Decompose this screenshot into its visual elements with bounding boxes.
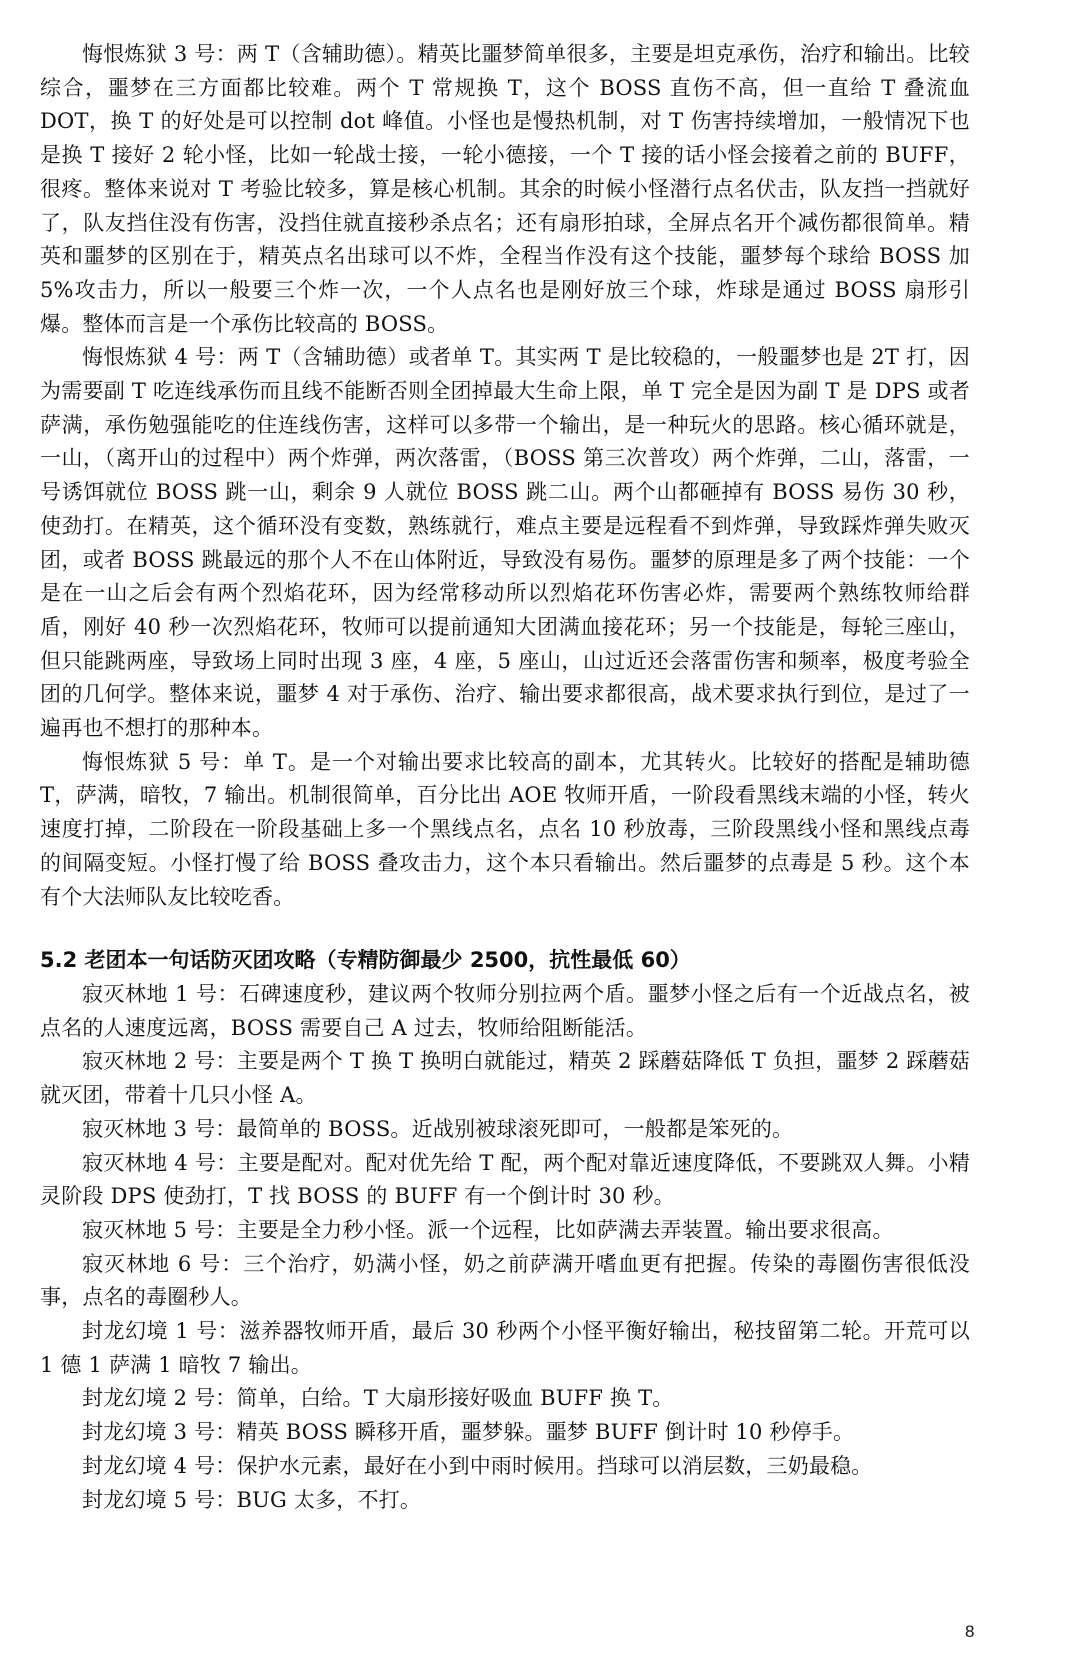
paragraph-purgatory-5: 悔恨炼狱 5 号：单 T。是一个对输出要求比较高的副本，尤其转火。比较好的搭配是辅助德 T，萨满，暗牧，7 输出。机制很简单，百分比出 AOE 牧师开盾，一阶段看黑线末端的小怪，转火速度打掉，二阶段在一阶段基础上多一个黑线点名，点名 10 秒放毒，三阶段黑线小怪和黑线点毒的间隔变短。小怪打慢了给 BOSS 叠攻击力，这个本只看输出。然后噩梦的点毒是 5 秒。这个本有个大法师队友比较吃香。 [40, 749, 970, 909]
paragraph-forest-4: 寂灭林地 4 号：主要是配对。配对优先给 T 配，两个配对靠近速度降低，不要跳双人舞。小精灵阶段 DPS 使劲打，T 找 BOSS 的 BUFF 有一个倒计时 30 秒。 [40, 1150, 970, 1209]
paragraph-dragon-5: 封龙幻境 5 号：BUG 太多，不打。 [82, 1487, 422, 1512]
paragraph-forest-1: 寂灭林地 1 号：石碑速度秒，建议两个牧师分别拉两个盾。噩梦小怪之后有一个近战点名，被点名的人速度远离，BOSS 需要自己 A 过去，牧师给阻断能活。 [40, 981, 970, 1040]
paragraph-purgatory-3: 悔恨炼狱 3 号：两 T（含辅助德）。精英比噩梦简单很多，主要是坦克承伤，治疗和输出。比较综合，噩梦在三方面都比较难。两个 T 常规换 T，这个 BOSS 直伤不高，但一直给 T 叠流血 DOT，换 T 的好处是可以控制 dot 峰值。小怪也是慢热机制，对 T 伤害持续增加，一般情况下也是换 T 接好 2 轮小怪，比如一轮战士接，一轮小德接，一个 T 接的话小怪会接着之前的 BUFF，很疼。整体来说对 T 考验比较多，算是核心机制。其余的时候小怪潜行点名伏击，队友挡一挡就好了，队友挡住没有伤害，没挡住就直接秒杀点名；还有扇形拍球，全屏点名开个减伤都很简单。精英和噩梦的区别在于，精英点名出球可以不炸，全程当作没有这个技能，噩梦每个球给 BOSS 加 5%攻击力，所以一般要三个炸一次，一个人点名也是刚好放三个球，炸球是通过 BOSS 扇形引爆。整体而言是一个承伤比较高的 BOSS。 [40, 42, 970, 336]
paragraph-forest-3: 寂灭林地 3 号：最简单的 BOSS。近战别被球滚死即可，一般都是笨死的。 [82, 1116, 794, 1141]
paragraph-forest-2: 寂灭林地 2 号：主要是两个 T 换 T 换明白就能过，精英 2 踩蘑菇降低 T 负担，噩梦 2 踩蘑菇就灭团，带着十几只小怪 A。 [40, 1049, 970, 1108]
paragraph-dragon-3: 封龙幻境 3 号：精英 BOSS 瞬移开盾，噩梦躲。噩梦 BUFF 倒计时 10 秒停手。 [82, 1420, 855, 1445]
section-gap [40, 914, 970, 944]
paragraph-forest-5: 寂灭林地 5 号：主要是全力秒小怪。派一个远程，比如萨满去弄装置。输出要求很高。 [82, 1217, 894, 1242]
document-page [40, 38, 970, 1517]
paragraph-dragon-1: 封龙幻境 1 号：滋养器牧师开盾，最后 30 秒两个小怪平衡好输出，秘技留第二轮。开荒可以 1 德 1 萨满 1 暗牧 7 输出。 [40, 1319, 970, 1377]
paragraph-dragon-2: 封龙幻境 2 号：简单，白给。T 大扇形接好吸血 BUFF 换 T。 [82, 1386, 674, 1411]
page-number: 8 [965, 1622, 975, 1641]
paragraph-dragon-4: 封龙幻境 4 号：保护水元素，最好在小到中雨时候用。挡球可以消层数，三奶最稳。 [82, 1453, 873, 1478]
paragraph-forest-6: 寂灭林地 6 号：三个治疗，奶满小怪，奶之前萨满开嗜血更有把握。传染的毒圈伤害很低没事，点名的毒圈秒人。 [40, 1251, 970, 1310]
section-heading: 5.2 老团本一句话防灭团攻略（专精防御最少 2500，抗性最低 60） [40, 948, 691, 973]
paragraph-purgatory-4: 悔恨炼狱 4 号：两 T（含辅助德）或者单 T。其实两 T 是比较稳的，一般噩梦也是 2T 打，因为需要副 T 吃连线承伤而且线不能断否则全团掉最大生命上限，单 T 完全是因为副 T 是 DPS 或者萨满，承伤勉强能吃的住连线伤害，这样可以多带一个输出，是一种玩火的思路。核心循环就是，一山，（离开山的过程中）两个炸弹，两次落雷，（BOSS 第三次普攻）两个炸弹，二山，落雷，一号诱饵就位 BOSS 跳一山，剩余 9 人就位 BOSS 跳二山。两个山都砸掉有 BOSS 易伤 30 秒，使劲打。在精英，这个循环没有变数，熟练就行，难点主要是远程看不到炸弹，导致踩炸弹失败灭团，或者 BOSS 跳最远的那个人不在山体附近，导致没有易伤。噩梦的原理是多了两个技能：一个是在一山之后会有两个烈焰花环，因为经常移动所以烈焰花环伤害必炸，需要两个熟练牧师给群盾，刚好 40 秒一次烈焰花环，牧师可以提前通知大团满血接花环；另一个技能是，每轮三座山，但只能跳两座，导致场上同时出现 3 座，4 座，5 座山，山过近还会落雷伤害和频率，极度考验全团的几何学。整体来说，噩梦 4 对于承伤、治疗、输出要求都很高，战术要求执行到位，是过了一遍再也不想打的那种本。 [40, 345, 970, 741]
